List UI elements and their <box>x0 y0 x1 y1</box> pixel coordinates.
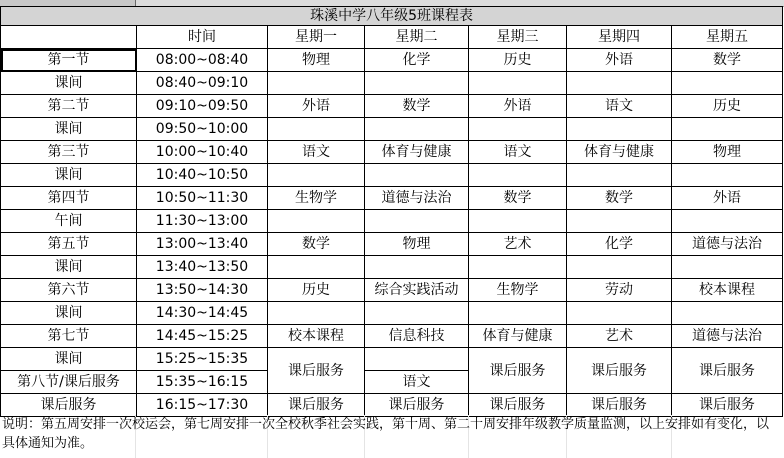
subject-cell[interactable]: 综合实践活动 <box>365 279 469 302</box>
table-row <box>1 348 783 371</box>
subject-cell[interactable] <box>365 348 469 371</box>
subject-cell[interactable]: 外语 <box>469 95 567 118</box>
table-row <box>1 141 783 164</box>
subject-cell[interactable]: 课后服务 <box>268 394 365 417</box>
subject-cell[interactable]: 劳动 <box>567 279 672 302</box>
period-label[interactable]: 第六节 <box>1 279 137 302</box>
subject-cell[interactable]: 道德与法治 <box>672 233 783 256</box>
time-cell[interactable]: 13:00~13:40 <box>137 233 268 256</box>
subject-cell[interactable]: 历史 <box>672 95 783 118</box>
subject-cell[interactable]: 课后服务 <box>268 348 365 394</box>
subject-cell[interactable]: 外语 <box>567 49 672 72</box>
header-day[interactable]: 星期一 <box>268 26 365 49</box>
subject-cell[interactable]: 数学 <box>672 49 783 72</box>
corner-cell[interactable] <box>1 26 137 49</box>
subject-cell[interactable] <box>672 72 783 95</box>
header-row <box>1 26 783 49</box>
table-row <box>1 118 783 141</box>
period-label[interactable]: 第一节 <box>1 49 137 72</box>
subject-cell[interactable]: 语文 <box>365 371 469 394</box>
period-label[interactable]: 课后服务 <box>1 394 137 417</box>
subject-cell[interactable]: 数学 <box>469 187 567 210</box>
table-row <box>1 210 783 233</box>
subject-cell[interactable]: 课后服务 <box>567 348 672 394</box>
subject-cell[interactable] <box>268 72 365 95</box>
subject-cell[interactable] <box>469 72 567 95</box>
subject-cell[interactable]: 语文 <box>268 141 365 164</box>
subject-cell[interactable]: 化学 <box>365 49 469 72</box>
time-cell[interactable]: 09:10~09:50 <box>137 95 268 118</box>
table-row <box>1 95 783 118</box>
note-text: 说明：第五周安排一次校运会，第七周安排一次全校秋季社会实践，第十周、第二十周安排年级教学质量监测，以上安排如有变化，以具体通知为准。 <box>2 417 770 451</box>
subject-cell[interactable] <box>672 118 783 141</box>
period-label[interactable]: 第四节 <box>1 187 137 210</box>
subject-cell[interactable]: 物理 <box>672 141 783 164</box>
time-cell[interactable]: 14:30~14:45 <box>137 302 268 325</box>
subject-cell[interactable]: 外语 <box>672 187 783 210</box>
subject-cell[interactable]: 物理 <box>365 233 469 256</box>
subject-cell[interactable] <box>268 164 365 187</box>
subject-cell[interactable]: 课后服务 <box>365 394 469 417</box>
table-row <box>1 279 783 302</box>
subject-cell[interactable]: 历史 <box>469 49 567 72</box>
subject-cell[interactable]: 课后服务 <box>567 394 672 417</box>
subject-cell[interactable]: 信息科技 <box>365 325 469 348</box>
period-label[interactable]: 第七节 <box>1 325 137 348</box>
subject-cell[interactable] <box>469 118 567 141</box>
subject-cell[interactable]: 数学 <box>365 95 469 118</box>
subject-cell[interactable] <box>567 256 672 279</box>
subject-cell[interactable] <box>567 72 672 95</box>
table-row <box>1 302 783 325</box>
subject-cell[interactable]: 艺术 <box>567 325 672 348</box>
period-label[interactable]: 课间 <box>1 348 137 371</box>
header-day[interactable]: 星期四 <box>567 26 672 49</box>
subject-cell[interactable]: 生物学 <box>469 279 567 302</box>
subject-cell[interactable] <box>567 118 672 141</box>
subject-cell[interactable]: 化学 <box>567 233 672 256</box>
table-row <box>1 256 783 279</box>
subject-cell[interactable] <box>365 118 469 141</box>
time-cell[interactable]: 08:40~09:10 <box>137 72 268 95</box>
subject-cell[interactable]: 校本课程 <box>672 279 783 302</box>
period-label[interactable]: 课间 <box>1 118 137 141</box>
period-label[interactable]: 第八节/课后服务 <box>1 371 137 394</box>
subject-cell[interactable] <box>365 72 469 95</box>
subject-cell[interactable] <box>365 302 469 325</box>
subject-cell[interactable] <box>567 302 672 325</box>
header-time[interactable]: 时间 <box>137 26 268 49</box>
subject-cell[interactable] <box>672 210 783 233</box>
table-row <box>1 394 783 417</box>
subject-cell[interactable]: 外语 <box>268 95 365 118</box>
timetable <box>0 6 783 417</box>
time-cell[interactable]: 13:40~13:50 <box>137 256 268 279</box>
subject-cell[interactable] <box>365 256 469 279</box>
header-day[interactable]: 星期五 <box>672 26 783 49</box>
time-cell[interactable]: 10:50~11:30 <box>137 187 268 210</box>
subject-cell[interactable] <box>268 256 365 279</box>
time-cell[interactable]: 14:45~15:25 <box>137 325 268 348</box>
subject-cell[interactable] <box>268 302 365 325</box>
period-label[interactable]: 第五节 <box>1 233 137 256</box>
subject-cell[interactable]: 物理 <box>268 49 365 72</box>
period-label[interactable]: 课间 <box>1 302 137 325</box>
time-cell[interactable]: 13:50~14:30 <box>137 279 268 302</box>
period-label[interactable]: 课间 <box>1 72 137 95</box>
subject-cell[interactable] <box>469 256 567 279</box>
time-cell[interactable]: 11:30~13:00 <box>137 210 268 233</box>
subject-cell[interactable]: 校本课程 <box>268 325 365 348</box>
subject-cell[interactable] <box>567 164 672 187</box>
subject-cell[interactable]: 道德与法治 <box>365 187 469 210</box>
subject-cell[interactable]: 课后服务 <box>469 394 567 417</box>
subject-cell[interactable]: 课后服务 <box>469 348 567 394</box>
subject-cell[interactable]: 体育与健康 <box>469 325 567 348</box>
subject-cell[interactable] <box>469 210 567 233</box>
table-row <box>1 325 783 348</box>
subject-cell[interactable]: 课后服务 <box>672 348 783 394</box>
header-day[interactable]: 星期二 <box>365 26 469 49</box>
period-label[interactable]: 课间 <box>1 164 137 187</box>
subject-cell[interactable]: 语文 <box>469 141 567 164</box>
time-cell[interactable]: 15:35~16:15 <box>137 371 268 394</box>
time-cell[interactable]: 08:00~08:40 <box>137 49 268 72</box>
header-day[interactable]: 星期三 <box>469 26 567 49</box>
time-cell[interactable]: 10:00~10:40 <box>137 141 268 164</box>
subject-cell[interactable]: 历史 <box>268 279 365 302</box>
time-cell[interactable]: 16:15~17:30 <box>137 394 268 417</box>
subject-cell[interactable] <box>268 118 365 141</box>
subject-cell[interactable] <box>268 210 365 233</box>
time-cell[interactable]: 10:40~10:50 <box>137 164 268 187</box>
subject-cell[interactable]: 道德与法治 <box>672 325 783 348</box>
subject-cell[interactable] <box>672 164 783 187</box>
subject-cell[interactable]: 生物学 <box>268 187 365 210</box>
subject-cell[interactable]: 艺术 <box>469 233 567 256</box>
subject-cell[interactable]: 体育与健康 <box>567 141 672 164</box>
time-cell[interactable]: 15:25~15:35 <box>137 348 268 371</box>
subject-cell[interactable] <box>469 302 567 325</box>
table-row <box>1 187 783 210</box>
subject-cell[interactable] <box>469 164 567 187</box>
period-label[interactable]: 午间 <box>1 210 137 233</box>
subject-cell[interactable] <box>365 210 469 233</box>
subject-cell[interactable] <box>567 210 672 233</box>
title-row <box>1 7 783 26</box>
subject-cell[interactable] <box>672 302 783 325</box>
table-title[interactable]: 珠溪中学八年级5班课程表 <box>1 7 783 26</box>
table-row <box>1 233 783 256</box>
subject-cell[interactable]: 数学 <box>567 187 672 210</box>
period-label[interactable]: 课间 <box>1 256 137 279</box>
subject-cell[interactable]: 数学 <box>268 233 365 256</box>
table-row <box>1 49 783 72</box>
time-cell[interactable]: 09:50~10:00 <box>137 118 268 141</box>
table-row <box>1 72 783 95</box>
subject-cell[interactable]: 体育与健康 <box>365 141 469 164</box>
subject-cell[interactable]: 语文 <box>567 95 672 118</box>
table-row <box>1 164 783 187</box>
subject-cell[interactable] <box>672 256 783 279</box>
period-label[interactable]: 第三节 <box>1 141 137 164</box>
subject-cell[interactable]: 课后服务 <box>672 394 783 417</box>
period-label[interactable]: 第二节 <box>1 95 137 118</box>
subject-cell[interactable] <box>365 164 469 187</box>
